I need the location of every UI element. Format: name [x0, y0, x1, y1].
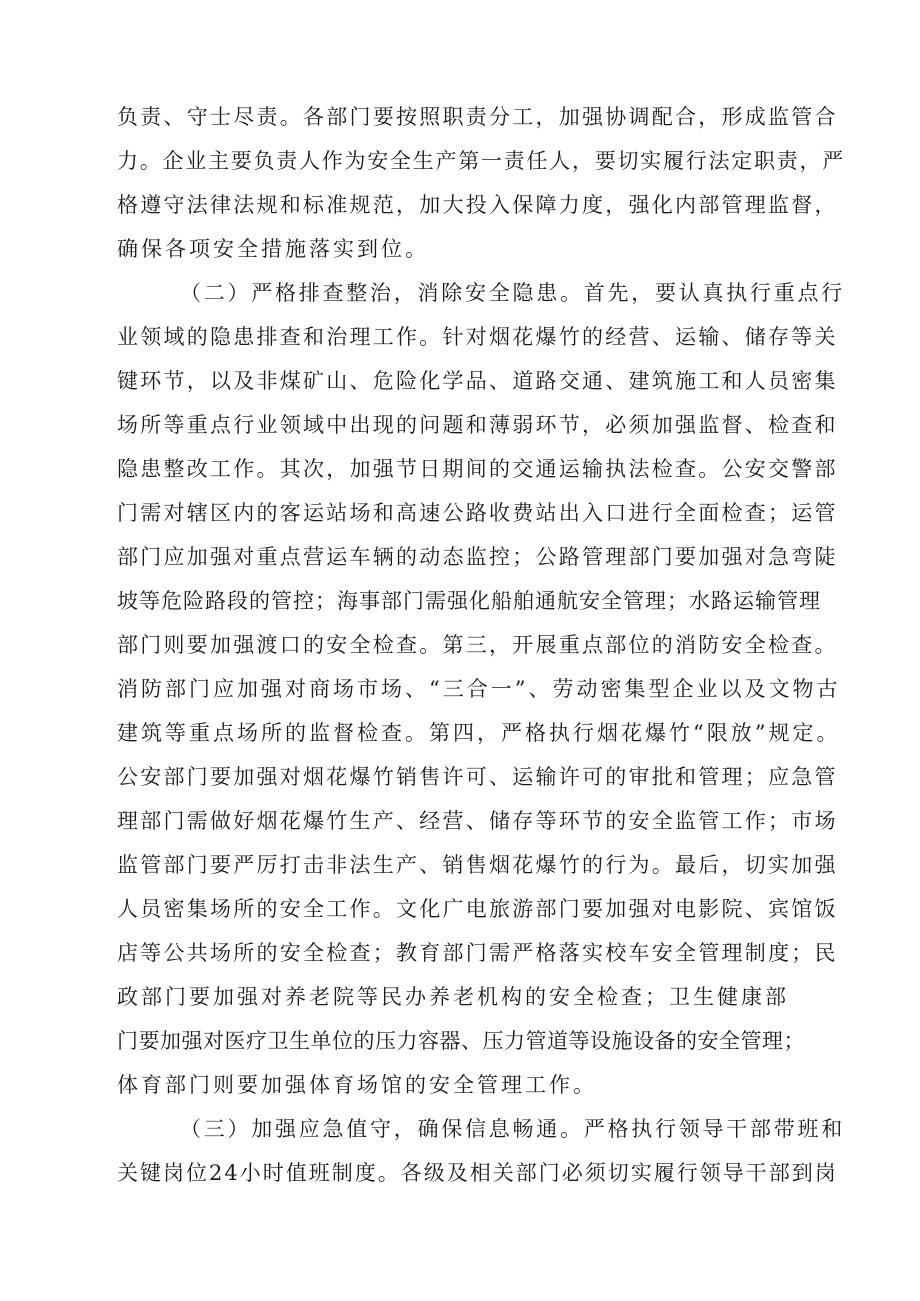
text-line: 关键岗位24小时值班制度。各级及相关部门必须切实履行领导干部到岗 — [117, 1161, 838, 1185]
text-line: 部门应加强对重点营运车辆的动态监控；公路管理部门要加强对急弯陡 — [117, 545, 838, 569]
text-line: 体育部门则要加强体育场馆的安全管理工作。 — [117, 1073, 597, 1097]
text-line: 格遵守法律法规和标准规范，加大投入保障力度，强化内部管理监督， — [117, 193, 838, 217]
text-line: 部门则要加强渡口的安全检查。第三，开展重点部位的消防安全检查。 — [117, 633, 838, 657]
text-line: 政部门要加强对养老院等民办养老机构的安全检查；卫生健康部 — [117, 985, 789, 1009]
text-line: 建筑等重点场所的监督检查。第四，严格执行烟花爆竹“限放”规定。 — [117, 721, 841, 745]
text-line: 店等公共场所的安全检查；教育部门需严格落实校车安全管理制度；民 — [117, 941, 838, 965]
text-line: 门需对辖区内的客运站场和高速公路收费站出入口进行全面检查；运管 — [117, 501, 838, 525]
text-line: （三）加强应急值守，确保信息畅通。严格执行领导干部带班和 — [180, 1117, 845, 1141]
text-line: 理部门需做好烟花爆竹生产、经营、储存等环节的安全监管工作；市场 — [117, 809, 838, 833]
text-line: 门要加强对医疗卫生单位的压力容器、压力管道等设施设备的安全管理； — [117, 1029, 805, 1053]
text-line: 业领域的隐患排查和治理工作。针对烟花爆竹的经营、运输、储存等关 — [117, 325, 838, 349]
text-line: （二）严格排查整治，消除安全隐患。首先，要认真执行重点行 — [180, 281, 845, 305]
text-line: 隐患整改工作。其次，加强节日期间的交通运输执法检查。公安交警部 — [117, 457, 838, 481]
text-line: 消防部门应加强对商场市场、“三合一”、劳动密集型企业以及文物古 — [117, 677, 841, 701]
text-line: 公安部门要加强对烟花爆竹销售许可、运输许可的审批和管理；应急管 — [117, 765, 838, 789]
text-line: 场所等重点行业领域中出现的问题和薄弱环节，必须加强监督、检查和 — [117, 413, 838, 437]
text-line: 键环节，以及非煤矿山、危险化学品、道路交通、建筑施工和人员密集 — [117, 369, 838, 393]
text-line: 确保各项安全措施落实到位。 — [117, 237, 429, 261]
text-line: 坡等危险路段的管控；海事部门需强化船舶通航安全管理；水路运输管理 — [117, 589, 821, 613]
text-line: 监管部门要严厉打击非法生产、销售烟花爆竹的行为。最后，切实加强 — [117, 853, 838, 877]
text-line: 人员密集场所的安全工作。文化广电旅游部门要加强对电影院、宾馆饭 — [117, 897, 838, 921]
text-line: 力。企业主要负责人作为安全生产第一责任人，要切实履行法定职责，严 — [117, 149, 845, 173]
text-line: 负责、守士尽责。各部门要按照职责分工，加强协调配合，形成监管合 — [117, 105, 838, 129]
